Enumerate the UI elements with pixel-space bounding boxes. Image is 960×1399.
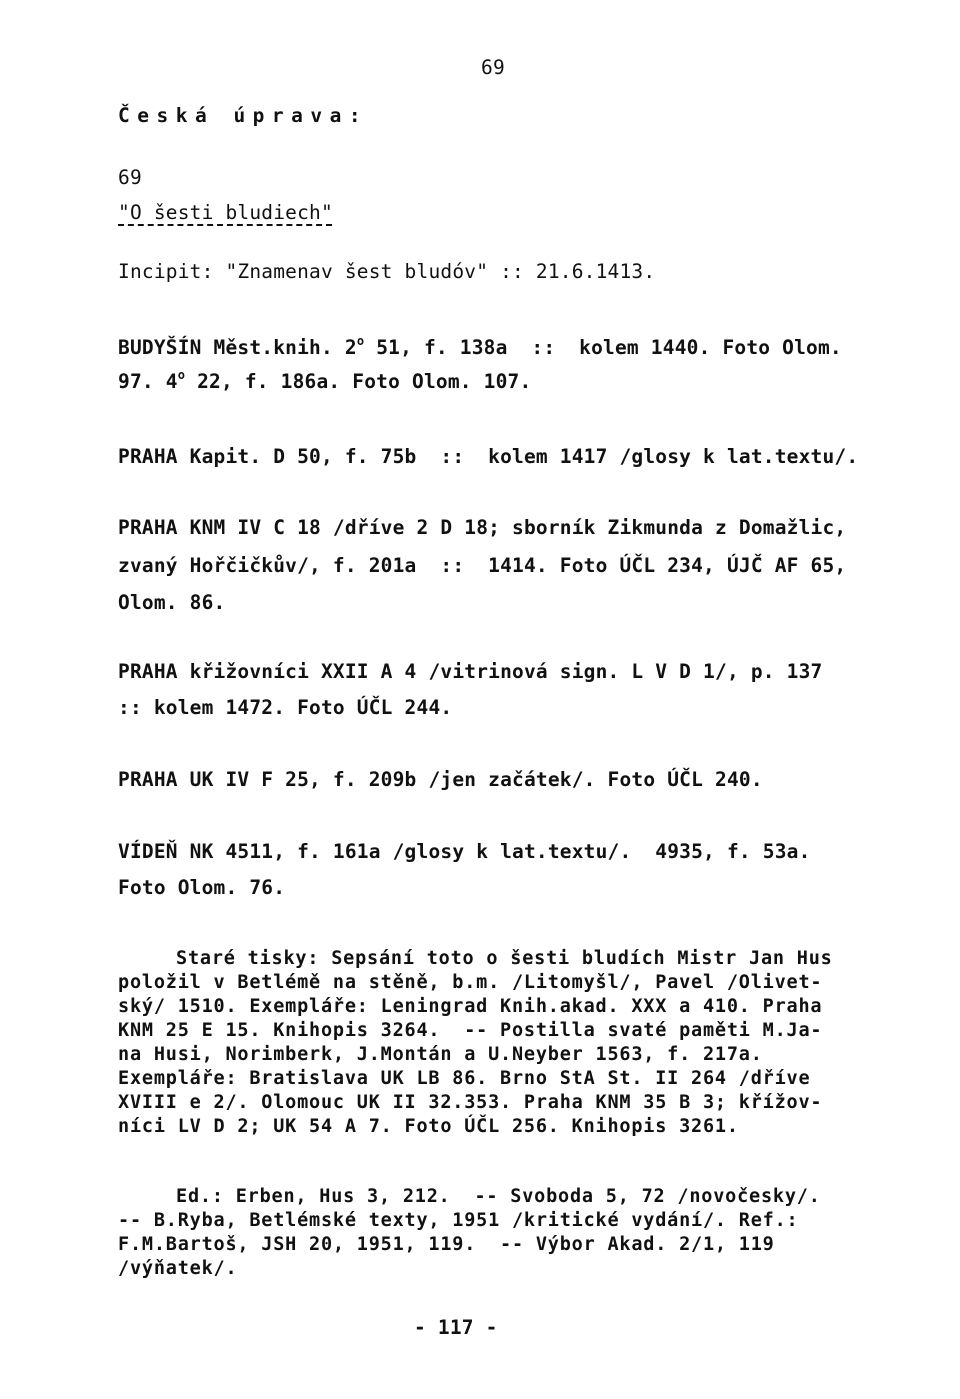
editions-line-4: /výňatek/. <box>118 1258 238 1279</box>
budysin-line-1: BUDYŠÍN Měst.knih. 2$^o$ 51, f. 138a :: kolem 1440. Foto Olom. <box>118 334 842 359</box>
stare-tisky-line-3: ský/ 1510. Exempláře: Leningrad Knih.akad. XXX a 410. Praha <box>118 996 823 1017</box>
praha-knm-line-2: zvaný Hořčičkův/, f. 201a :: 1414. Foto ÚČL 234, ÚJČ AF 65, <box>118 554 847 577</box>
stare-tisky-line-4: KNM 25 E 15. Knihopis 3264. -- Postilla svaté paměti M.Ja- <box>118 1020 823 1041</box>
section-heading: Česká úprava: <box>118 104 369 127</box>
incipit-line: Incipit: "Znamenav šest bludóv" :: 21.6.1413. <box>118 260 656 283</box>
viden-line-1: VÍDEŇ NK 4511, f. 161a /glosy k lat.textu/. 4935, f. 53a. <box>118 840 811 863</box>
praha-krizovnici-line-2: :: kolem 1472. Foto ÚČL 244. <box>118 696 453 719</box>
budysin-line-2: 97. 4$^o$ 22, f. 186a. Foto Olom. 107. <box>118 368 532 393</box>
entry-title: "O šesti bludiech" <box>118 201 333 224</box>
praha-kapit-line: PRAHA Kapit. D 50, f. 75b :: kolem 1417 /glosy k lat.textu/. <box>118 445 859 468</box>
page-number-top: 69 <box>481 56 505 79</box>
page-number-bottom: - 117 - <box>414 1316 498 1339</box>
stare-tisky-line-6: Exempláře: Bratislava UK LB 86. Brno StA St. II 264 /dříve <box>118 1068 811 1089</box>
stare-tisky-line-1: Staré tisky: Sepsání toto o šesti bludích Mistr Jan Hus <box>176 948 833 969</box>
praha-knm-line-3: Olom. 86. <box>118 591 226 614</box>
stare-tisky-line-5: na Husi, Norimberk, J.Montán a U.Neyber 1563, f. 217a. <box>118 1044 763 1065</box>
stare-tisky-line-7: XVIII e 2/. Olomouc UK II 32.353. Praha KNM 35 B 3; křížov- <box>118 1092 823 1113</box>
editions-line-3: F.M.Bartoš, JSH 20, 1951, 119. -- Výbor Akad. 2/1, 119 <box>118 1234 775 1255</box>
viden-line-2: Foto Olom. 76. <box>118 876 286 899</box>
stare-tisky-line-8: níci LV D 2; UK 54 A 7. Foto ÚČL 256. Knihopis 3261. <box>118 1116 739 1137</box>
editions-line-1: Ed.: Erben, Hus 3, 212. -- Svoboda 5, 72 /novočesky/. <box>176 1186 821 1207</box>
entry-number: 69 <box>118 166 142 189</box>
praha-uk-line: PRAHA UK IV F 25, f. 209b /jen začátek/. Foto ÚČL 240. <box>118 768 763 791</box>
editions-line-2: -- B.Ryba, Betlémské texty, 1951 /kritické vydání/. Ref.: <box>118 1210 799 1231</box>
stare-tisky-line-2: položil v Betlémě na stěně, b.m. /Litomyšl/, Pavel /Olivet- <box>118 972 823 993</box>
praha-knm-line-1: PRAHA KNM IV C 18 /dříve 2 D 18; sborník Zikmunda z Domažlic, <box>118 516 847 539</box>
praha-krizovnici-line-1: PRAHA křižovníci XXII A 4 /vitrinová sign. L V D 1/, p. 137 <box>118 660 823 683</box>
